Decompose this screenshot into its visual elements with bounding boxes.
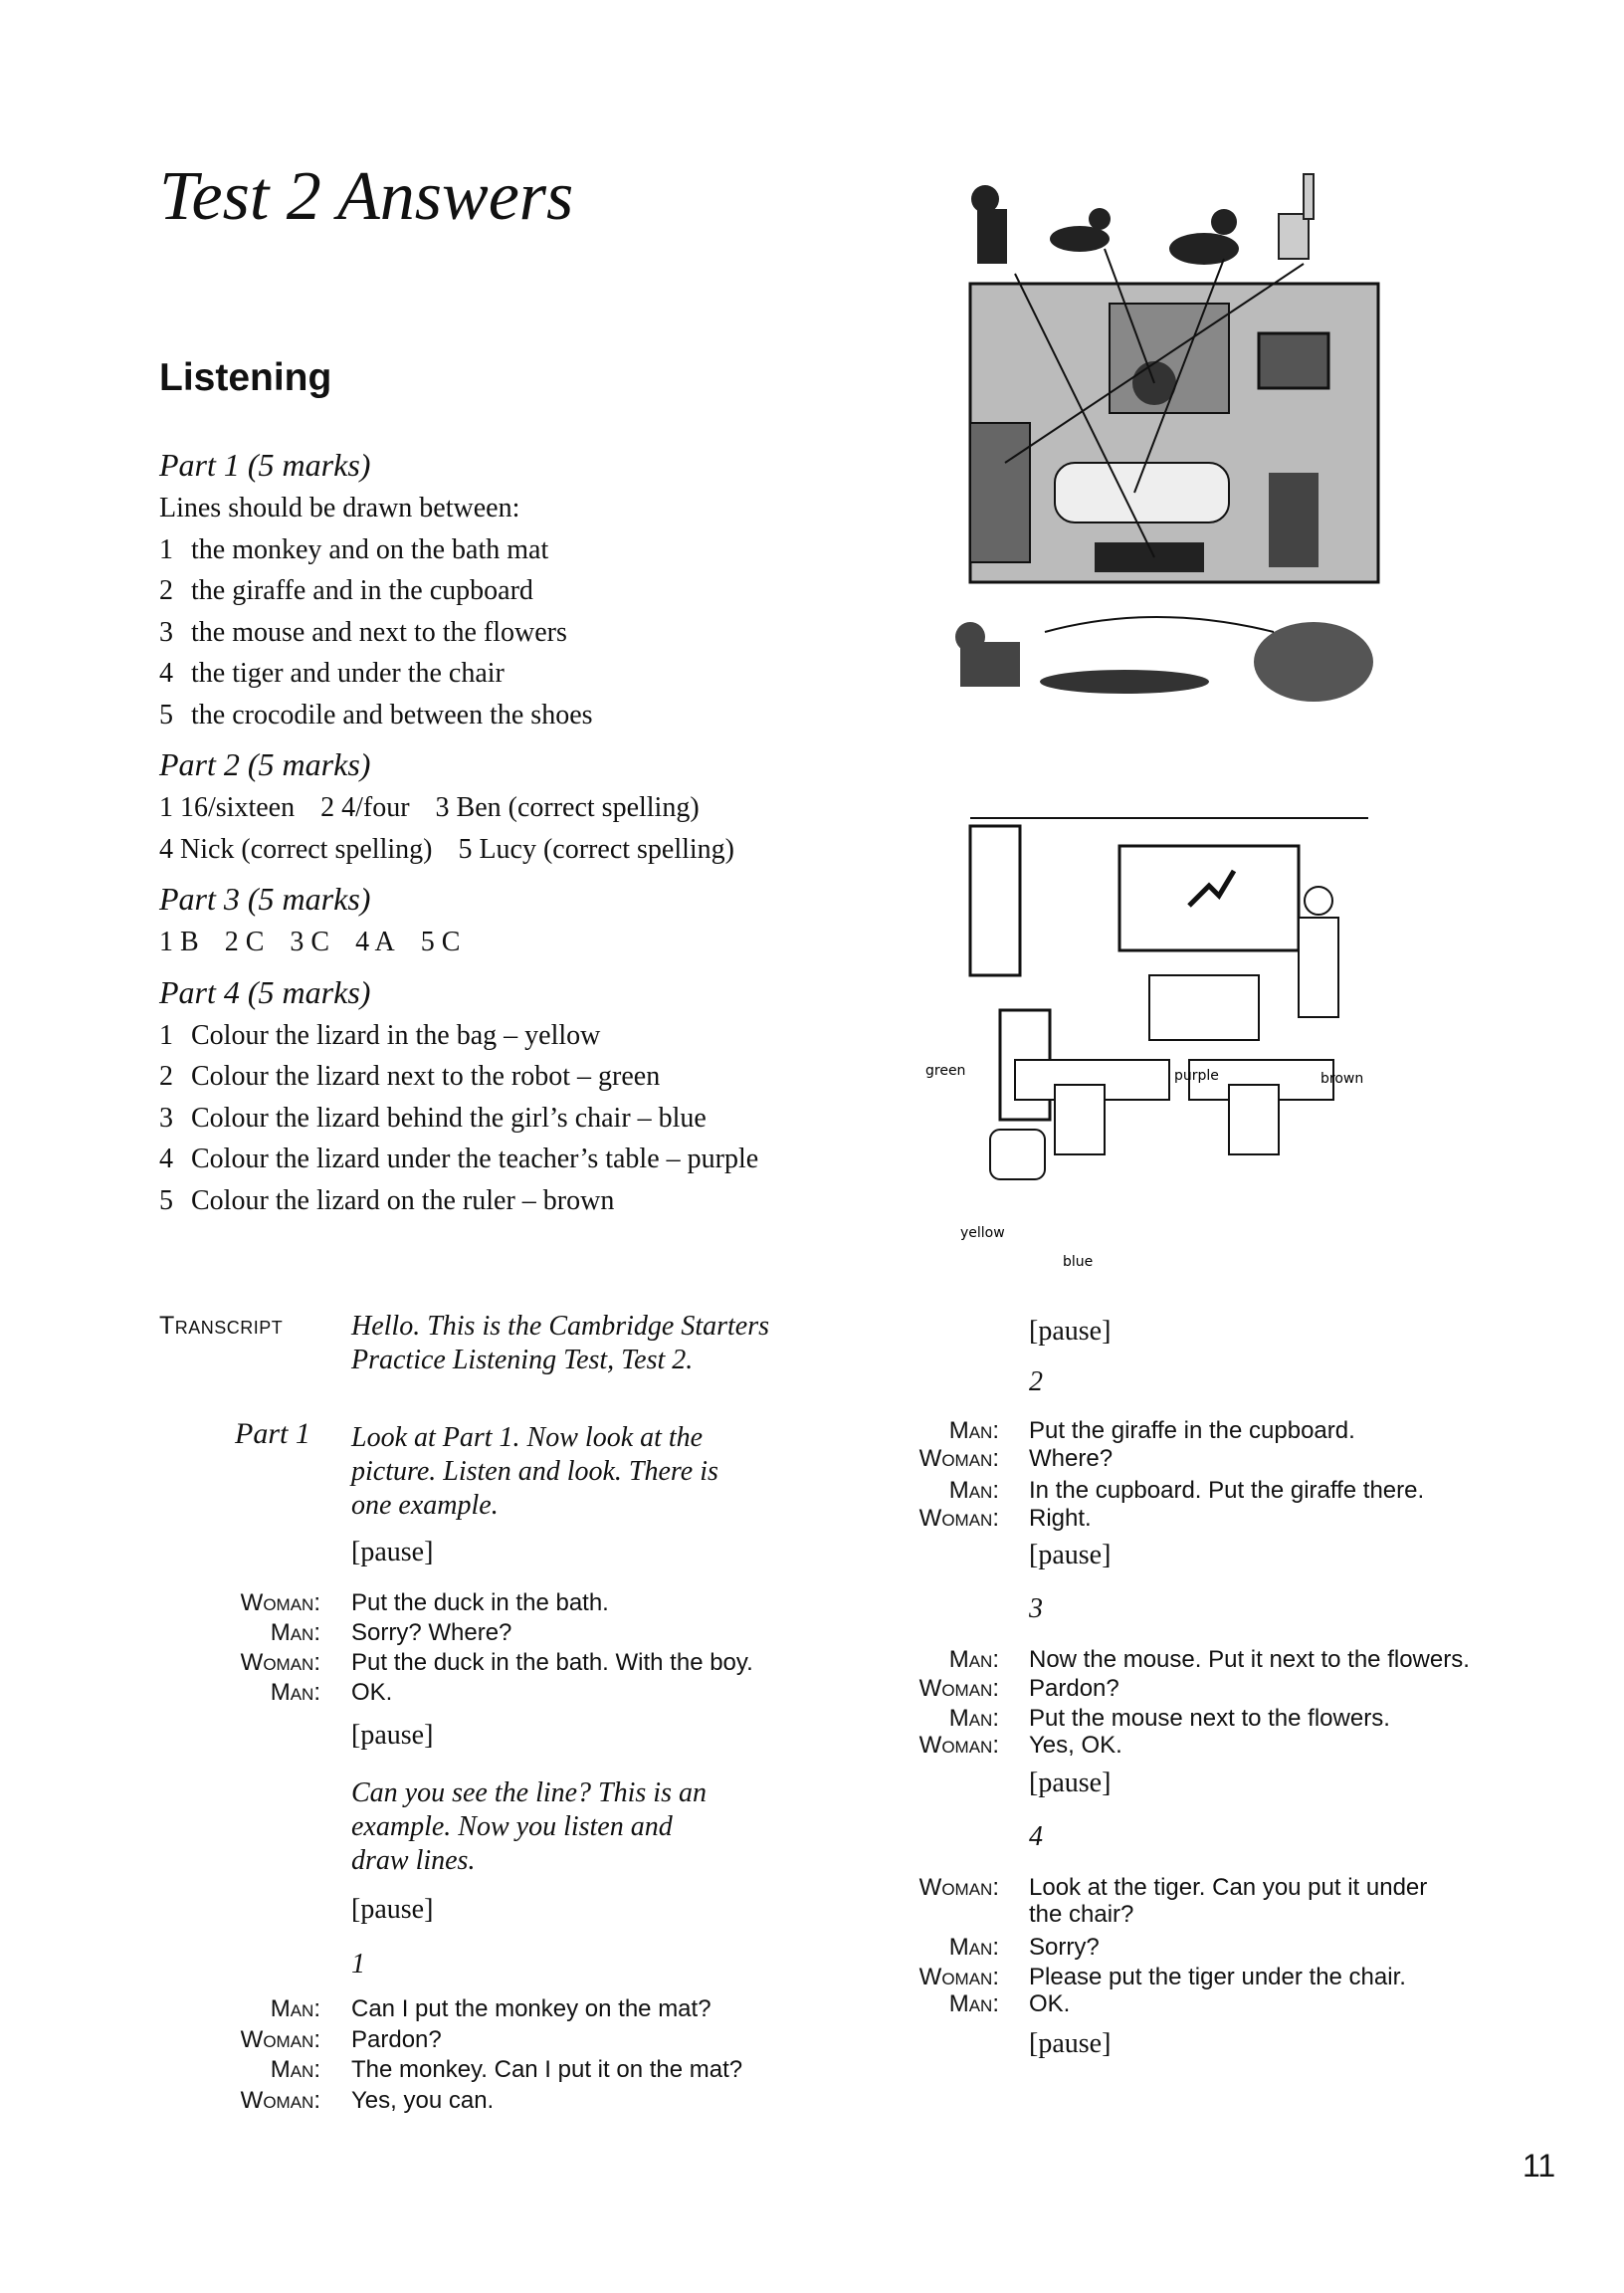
- section-heading: Listening: [159, 356, 332, 399]
- dialogue-line: Pardon?: [351, 2026, 442, 2053]
- speaker-label: Man:: [948, 1477, 999, 1504]
- item-text: Colour the lizard on the ruler – brown: [191, 1184, 615, 1216]
- dialogue-line: Put the mouse next to the flowers.: [1029, 1705, 1390, 1732]
- elephant-icon: [1254, 622, 1373, 702]
- question-number: 3: [1029, 1593, 1043, 1624]
- dialogue-line: Sorry? Where?: [351, 1619, 512, 1646]
- part1-intro: Lines should be drawn between:: [159, 493, 520, 523]
- part2-line: [159, 829, 876, 871]
- part1-label: Part 1: [235, 1417, 310, 1450]
- part1-intro: [351, 1421, 718, 1523]
- whiteboard: [1119, 846, 1299, 950]
- answer: 5 C: [420, 927, 461, 957]
- item-number: 2: [159, 1061, 173, 1092]
- transcript-label: Transcript: [159, 1312, 284, 1340]
- speaker-label: Man:: [948, 1990, 999, 2017]
- tiger-icon: [955, 622, 1020, 687]
- item-text: the monkey and on the bath mat: [191, 533, 549, 565]
- chair: [1269, 473, 1319, 567]
- mouse-icon: [1050, 208, 1111, 252]
- window: [970, 826, 1020, 975]
- dialogue-line: Can I put the monkey on the mat?: [351, 1995, 711, 2022]
- dialogue-line: Look at the tiger. Can you put it under: [1029, 1874, 1428, 1901]
- speaker-label: Man:: [948, 1417, 999, 1444]
- answer: 3 Ben (correct spelling): [435, 792, 700, 823]
- item-text: the mouse and next to the flowers: [191, 616, 567, 648]
- duck-icon: [1169, 209, 1239, 265]
- label-green: green: [925, 1063, 966, 1079]
- speaker-label: Woman:: [918, 1732, 999, 1759]
- dialogue-line: Please put the tiger under the chair.: [1029, 1964, 1406, 1990]
- part3-heading: Part 3 (5 marks): [159, 881, 371, 917]
- pause-marker: [pause]: [1029, 1768, 1112, 1798]
- pause-marker: [pause]: [1029, 2028, 1112, 2059]
- dialogue-line: Put the giraffe in the cupboard.: [1029, 1417, 1355, 1444]
- speaker-label: Woman:: [240, 2087, 320, 2114]
- list-item: [159, 653, 876, 695]
- item-text: Colour the lizard in the bag – yellow: [191, 1019, 601, 1051]
- part3-answers: [159, 922, 876, 963]
- part2-line: [159, 787, 876, 829]
- item-number: 3: [159, 1102, 173, 1134]
- bathroom-illustration: [955, 164, 1393, 741]
- dialogue-line: Where?: [1029, 1445, 1114, 1472]
- intro-line: Hello. This is the Cambridge Starters: [351, 1311, 770, 1342]
- speaker-label: Man:: [270, 1679, 320, 1706]
- page-number: 11: [1522, 2148, 1556, 2184]
- part4-heading: Part 4 (5 marks): [159, 973, 371, 1010]
- speaker-label: Woman:: [918, 1874, 999, 1901]
- question-number: 1: [351, 1949, 365, 1980]
- list-item: [159, 570, 876, 612]
- item-text: the giraffe and in the cupboard: [191, 575, 533, 606]
- dialogue-line: Now the mouse. Put it next to the flowers.: [1029, 1646, 1470, 1673]
- item-number: 4: [159, 1144, 173, 1174]
- cupboard: [970, 423, 1030, 562]
- transcript-intro: [351, 1310, 769, 1377]
- list-item: [159, 529, 876, 571]
- answer: 1 16/sixteen: [159, 792, 296, 823]
- part2-heading: Part 2 (5 marks): [159, 746, 371, 782]
- item-number: 1: [159, 533, 173, 565]
- part1-heading: Part 1 (5 marks): [159, 447, 371, 483]
- speaker-label: Man:: [270, 1995, 320, 2022]
- list-item: [159, 1056, 876, 1098]
- intro-line: Look at Part 1. Now look at the: [351, 1422, 704, 1453]
- speaker-label: Woman:: [240, 1649, 320, 1676]
- speaker-label: Woman:: [918, 1505, 999, 1532]
- label-brown: brown: [1320, 1071, 1364, 1087]
- answer: 1 B: [159, 927, 199, 957]
- item-text: the crocodile and between the shoes: [191, 699, 593, 730]
- dialogue-line: Put the duck in the bath.: [351, 1589, 609, 1616]
- dialogue-line: Sorry?: [1029, 1934, 1100, 1961]
- classroom-illustration: [901, 796, 1378, 1284]
- speaker-label: Man:: [948, 1934, 999, 1961]
- speaker-label: Man:: [948, 1646, 999, 1673]
- label-yellow: yellow: [960, 1225, 1005, 1241]
- speaker-label: Man:: [948, 1705, 999, 1732]
- speaker-label: Man:: [270, 2056, 320, 2083]
- dialogue-line: Pardon?: [1029, 1675, 1119, 1702]
- label-purple: purple: [1174, 1068, 1219, 1084]
- picture-frame: [1259, 333, 1328, 388]
- item-number: 3: [159, 616, 173, 648]
- item-text: Colour the lizard behind the girl’s chair – blue: [191, 1102, 707, 1134]
- intro-line: Practice Listening Test, Test 2.: [351, 1345, 694, 1375]
- item-number: 5: [159, 699, 173, 730]
- speaker-label: Woman:: [240, 2026, 320, 2053]
- dialogue-line: the chair?: [1029, 1901, 1134, 1928]
- dialogue-line: Put the duck in the bath. With the boy.: [351, 1649, 753, 1676]
- item-number: 1: [159, 1019, 173, 1051]
- question-number: 2: [1029, 1366, 1043, 1397]
- speaker-label: Woman:: [918, 1964, 999, 1990]
- list-item: [159, 1139, 876, 1180]
- dialogue-line: Yes, OK.: [1029, 1732, 1122, 1759]
- instruction-line: draw lines.: [351, 1845, 476, 1876]
- item-number: 5: [159, 1184, 173, 1216]
- pause-marker: [pause]: [351, 1537, 434, 1567]
- answer: 2 4/four: [320, 792, 410, 823]
- dialogue-line: OK.: [351, 1679, 393, 1706]
- list-item: [159, 1098, 876, 1140]
- answer: 4 Nick (correct spelling): [159, 833, 433, 865]
- answer: 5 Lucy (correct spelling): [458, 833, 735, 865]
- chair: [1229, 1085, 1279, 1154]
- dialogue-line: In the cupboard. Put the giraffe there.: [1029, 1477, 1425, 1504]
- list-item: [159, 1015, 876, 1057]
- giraffe-icon: [1279, 174, 1314, 259]
- dialogue-line: OK.: [1029, 1990, 1071, 2017]
- item-number: 2: [159, 575, 173, 606]
- intro-line: one example.: [351, 1490, 499, 1521]
- list-item: [159, 1180, 876, 1222]
- answer: 4 A: [355, 927, 395, 957]
- instruction-line: example. Now you listen and: [351, 1811, 673, 1842]
- item-text: Colour the lizard next to the robot – green: [191, 1061, 661, 1092]
- speaker-label: Woman:: [918, 1445, 999, 1472]
- dialogue-line: The monkey. Can I put it on the mat?: [351, 2056, 743, 2083]
- chair: [1055, 1085, 1105, 1154]
- speaker-label: Man:: [270, 1619, 320, 1646]
- item-text: the tiger and under the chair: [191, 658, 505, 689]
- page-title: Test 2 Answers: [159, 158, 574, 235]
- question-number: 4: [1029, 1821, 1043, 1852]
- teacher-icon: [1299, 887, 1338, 1017]
- list-item: [159, 695, 876, 736]
- speaker-label: Woman:: [240, 1589, 320, 1616]
- intro-line: picture. Listen and look. There is: [351, 1456, 718, 1487]
- answer: 2 C: [224, 927, 265, 957]
- item-text: Colour the lizard under the teacher’s table – purple: [191, 1144, 759, 1174]
- pause-marker: [pause]: [1029, 1540, 1112, 1570]
- instruction: [351, 1776, 707, 1878]
- bag: [990, 1130, 1045, 1179]
- label-blue: blue: [1063, 1254, 1094, 1270]
- dialogue-line: Right.: [1029, 1505, 1092, 1532]
- crocodile-icon: [1040, 670, 1209, 694]
- dialogue-line: Yes, you can.: [351, 2087, 495, 2114]
- item-number: 4: [159, 658, 173, 689]
- teachers-table: [1149, 975, 1259, 1040]
- pause-marker: [pause]: [1029, 1316, 1112, 1347]
- monkey-icon: [971, 185, 1007, 264]
- pause-marker: [pause]: [351, 1720, 434, 1751]
- speaker-label: Woman:: [918, 1675, 999, 1702]
- list-item: [159, 612, 876, 654]
- answer-key: [159, 436, 876, 1221]
- pause-marker: [pause]: [351, 1894, 434, 1925]
- instruction-line: Can you see the line? This is an: [351, 1777, 707, 1808]
- answer: 3 C: [290, 927, 330, 957]
